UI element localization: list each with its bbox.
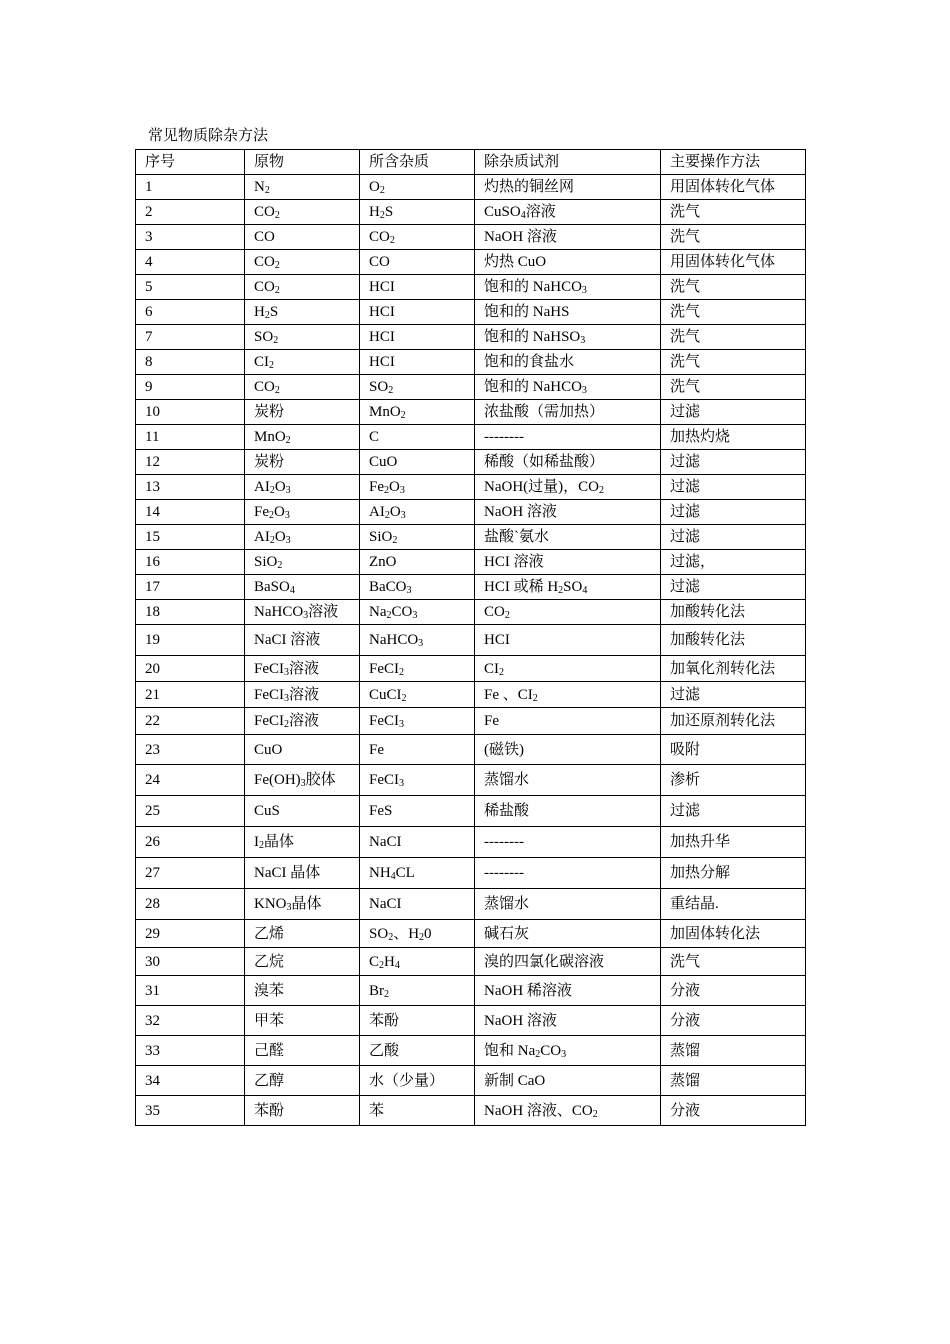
- cell-method: 分液: [661, 1096, 806, 1126]
- cell-reagent: 溴的四氯化碳溶液: [475, 948, 661, 976]
- cell-substance: $N_2$: [245, 175, 360, 200]
- cell-method: 洗气: [661, 350, 806, 375]
- table-row: [136, 525, 806, 550]
- table-row: [136, 250, 806, 275]
- column-header-reagent: 除杂质试剂: [475, 150, 661, 175]
- cell-impurity: $Fe_2O_3$: [360, 475, 475, 500]
- cell-index: 13: [136, 475, 245, 500]
- table-header-row: [136, 150, 806, 175]
- table-row: [136, 600, 806, 625]
- cell-substance: NaCI 晶体: [245, 858, 360, 889]
- cell-index: 10: [136, 400, 245, 425]
- table-row: [136, 575, 806, 600]
- cell-substance: 乙烯: [245, 920, 360, 948]
- cell-method: 加热分解: [661, 858, 806, 889]
- cell-impurity: $SO_2$、$H_20$: [360, 920, 475, 948]
- cell-substance: $SO_2$: [245, 325, 360, 350]
- table-row: [136, 500, 806, 525]
- cell-substance: 炭粉: [245, 450, 360, 475]
- cell-index: 27: [136, 858, 245, 889]
- cell-substance: $Fe(OH)_3$胶体: [245, 765, 360, 796]
- cell-reagent: 饱和的 NaHS: [475, 300, 661, 325]
- cell-impurity: NaCI: [360, 889, 475, 920]
- cell-substance: CuS: [245, 796, 360, 827]
- cell-substance: 乙醇: [245, 1066, 360, 1096]
- cell-reagent: 饱和的 NaHSO$_3$: [475, 325, 661, 350]
- cell-index: 29: [136, 920, 245, 948]
- cell-reagent: 饱和的食盐水: [475, 350, 661, 375]
- cell-impurity: BaCO$_3$: [360, 575, 475, 600]
- cell-substance: $CO_2$: [245, 275, 360, 300]
- cell-reagent: NaOH 溶液、$CO_2$: [475, 1096, 661, 1126]
- cell-substance: $CO_2$: [245, 250, 360, 275]
- cell-index: 18: [136, 600, 245, 625]
- cell-impurity: 水（少量）: [360, 1066, 475, 1096]
- cell-method: 过滤: [661, 575, 806, 600]
- cell-reagent: --------: [475, 858, 661, 889]
- cell-substance: 乙烷: [245, 948, 360, 976]
- cell-method: 过滤，: [661, 550, 806, 575]
- table-row: [136, 175, 806, 200]
- cell-substance: SiO$_2$: [245, 550, 360, 575]
- cell-impurity: 乙酸: [360, 1036, 475, 1066]
- cell-impurity: $H_2S$: [360, 200, 475, 225]
- cell-reagent: 饱和的 NaHCO$_3$: [475, 275, 661, 300]
- cell-substance: 溴苯: [245, 976, 360, 1006]
- cell-index: 15: [136, 525, 245, 550]
- cell-impurity: $C_2H_4$: [360, 948, 475, 976]
- cell-impurity: $SO_2$: [360, 375, 475, 400]
- cell-index: 6: [136, 300, 245, 325]
- cell-substance: MnO$_2$: [245, 425, 360, 450]
- cell-reagent: 蒸馏水: [475, 889, 661, 920]
- table-row: [136, 1066, 806, 1096]
- table-row: [136, 765, 806, 796]
- cell-index: 20: [136, 656, 245, 682]
- cell-method: 过滤: [661, 475, 806, 500]
- cell-impurity: HCI: [360, 350, 475, 375]
- cell-method: 洗气: [661, 325, 806, 350]
- table-row: [136, 350, 806, 375]
- table-row: [136, 475, 806, 500]
- cell-reagent: 碱石灰: [475, 920, 661, 948]
- table-row: [136, 976, 806, 1006]
- cell-index: 28: [136, 889, 245, 920]
- cell-method: 洗气: [661, 275, 806, 300]
- cell-index: 14: [136, 500, 245, 525]
- table-row: [136, 400, 806, 425]
- cell-reagent: (磁铁): [475, 735, 661, 765]
- cell-substance: FeCI$_2$溶液: [245, 708, 360, 735]
- cell-method: 洗气: [661, 375, 806, 400]
- cell-substance: CuO: [245, 735, 360, 765]
- cell-impurity: Fe: [360, 735, 475, 765]
- cell-index: 11: [136, 425, 245, 450]
- purification-table: [135, 149, 806, 1126]
- table-row: [136, 682, 806, 708]
- cell-method: 重结晶.: [661, 889, 806, 920]
- cell-index: 4: [136, 250, 245, 275]
- table-row: [136, 200, 806, 225]
- cell-impurity: $Na_2CO_3$: [360, 600, 475, 625]
- cell-method: 分液: [661, 976, 806, 1006]
- cell-method: 蒸馏: [661, 1036, 806, 1066]
- cell-index: 16: [136, 550, 245, 575]
- cell-substance: $CO_2$: [245, 375, 360, 400]
- cell-impurity: FeCI$_2$: [360, 656, 475, 682]
- cell-index: 22: [136, 708, 245, 735]
- column-header-method: 主要操作方法: [661, 150, 806, 175]
- cell-method: 用固体转化气体: [661, 175, 806, 200]
- cell-reagent: NaOH 溶液: [475, 500, 661, 525]
- table-row: [136, 1096, 806, 1126]
- cell-method: 加热升华: [661, 827, 806, 858]
- cell-method: 渗析: [661, 765, 806, 796]
- column-header-impurity: 所含杂质: [360, 150, 475, 175]
- cell-method: 加还原剂转化法: [661, 708, 806, 735]
- table-row: [136, 948, 806, 976]
- cell-reagent: NaOH 稀溶液: [475, 976, 661, 1006]
- table-row: [136, 920, 806, 948]
- table-row: [136, 858, 806, 889]
- cell-reagent: HCI 溶液: [475, 550, 661, 575]
- cell-reagent: Fe: [475, 708, 661, 735]
- cell-substance: 炭粉: [245, 400, 360, 425]
- cell-index: 34: [136, 1066, 245, 1096]
- cell-substance: $H_2S$: [245, 300, 360, 325]
- cell-substance: CO: [245, 225, 360, 250]
- cell-impurity: $AI_2O_3$: [360, 500, 475, 525]
- cell-reagent: 稀酸（如稀盐酸）: [475, 450, 661, 475]
- cell-impurity: $NH_4CL$: [360, 858, 475, 889]
- table-row: [136, 625, 806, 656]
- cell-substance: $CI_2$: [245, 350, 360, 375]
- cell-impurity: 苯: [360, 1096, 475, 1126]
- cell-index: 30: [136, 948, 245, 976]
- cell-method: 洗气: [661, 948, 806, 976]
- cell-substance: $KNO_3$晶体: [245, 889, 360, 920]
- cell-reagent: 饱和的 NaHCO$_3$: [475, 375, 661, 400]
- cell-substance: 苯酚: [245, 1096, 360, 1126]
- cell-index: 26: [136, 827, 245, 858]
- cell-index: 9: [136, 375, 245, 400]
- cell-reagent: 稀盐酸: [475, 796, 661, 827]
- table-row: [136, 275, 806, 300]
- cell-method: 吸附: [661, 735, 806, 765]
- cell-reagent: 灼热 CuO: [475, 250, 661, 275]
- cell-reagent: $CO_2$: [475, 600, 661, 625]
- cell-impurity: CO: [360, 250, 475, 275]
- table-row: [136, 300, 806, 325]
- cell-impurity: CuCI$_2$: [360, 682, 475, 708]
- cell-reagent: 新制 CaO: [475, 1066, 661, 1096]
- table-row: [136, 735, 806, 765]
- cell-substance: 己醛: [245, 1036, 360, 1066]
- cell-reagent: NaOH 溶液: [475, 1006, 661, 1036]
- cell-index: 3: [136, 225, 245, 250]
- cell-index: 32: [136, 1006, 245, 1036]
- cell-impurity: C: [360, 425, 475, 450]
- cell-method: 过滤: [661, 525, 806, 550]
- cell-method: 加固体转化法: [661, 920, 806, 948]
- cell-index: 7: [136, 325, 245, 350]
- cell-method: 加氧化剂转化法: [661, 656, 806, 682]
- cell-substance: 甲苯: [245, 1006, 360, 1036]
- cell-substance: $AI_2O_3$: [245, 475, 360, 500]
- cell-impurity: HCI: [360, 325, 475, 350]
- table-row: [136, 225, 806, 250]
- cell-substance: BaSO$_4$: [245, 575, 360, 600]
- cell-reagent: NaOH(过量)，$CO_2$: [475, 475, 661, 500]
- cell-reagent: 蒸馏水: [475, 765, 661, 796]
- cell-reagent: HCI: [475, 625, 661, 656]
- cell-method: 加酸转化法: [661, 600, 806, 625]
- cell-method: 洗气: [661, 300, 806, 325]
- page-title: 常见物质除杂方法: [148, 128, 269, 144]
- cell-index: 33: [136, 1036, 245, 1066]
- cell-reagent: --------: [475, 827, 661, 858]
- cell-reagent: NaOH 溶液: [475, 225, 661, 250]
- cell-method: 蒸馏: [661, 1066, 806, 1096]
- cell-impurity: 苯酚: [360, 1006, 475, 1036]
- cell-index: 1: [136, 175, 245, 200]
- cell-method: 洗气: [661, 200, 806, 225]
- cell-impurity: FeCI$_3$: [360, 708, 475, 735]
- table-row: [136, 889, 806, 920]
- cell-reagent: 饱和 $Na_2CO_3$: [475, 1036, 661, 1066]
- cell-index: 35: [136, 1096, 245, 1126]
- table-row: [136, 827, 806, 858]
- cell-reagent: CuSO$_4$溶液: [475, 200, 661, 225]
- cell-index: 24: [136, 765, 245, 796]
- cell-substance: $Fe_2O_3$: [245, 500, 360, 525]
- cell-method: 加热灼烧: [661, 425, 806, 450]
- cell-method: 加酸转化法: [661, 625, 806, 656]
- cell-index: 17: [136, 575, 245, 600]
- cell-method: 分液: [661, 1006, 806, 1036]
- cell-method: 洗气: [661, 225, 806, 250]
- cell-method: 过滤: [661, 796, 806, 827]
- column-header-substance: 原物: [245, 150, 360, 175]
- cell-index: 12: [136, 450, 245, 475]
- cell-substance: FeCI$_3$溶液: [245, 682, 360, 708]
- table-row: [136, 656, 806, 682]
- cell-reagent: 浓盐酸（需加热）: [475, 400, 661, 425]
- cell-reagent: HCI 或稀 $H_2SO_4$: [475, 575, 661, 600]
- cell-index: 2: [136, 200, 245, 225]
- cell-impurity: MnO$_2$: [360, 400, 475, 425]
- cell-method: 过滤: [661, 500, 806, 525]
- cell-reagent: 灼热的铜丝网: [475, 175, 661, 200]
- table-row: [136, 425, 806, 450]
- cell-impurity: FeS: [360, 796, 475, 827]
- table-row: [136, 796, 806, 827]
- cell-index: 5: [136, 275, 245, 300]
- cell-index: 31: [136, 976, 245, 1006]
- cell-impurity: $Br_2$: [360, 976, 475, 1006]
- table-row: [136, 450, 806, 475]
- cell-index: 21: [136, 682, 245, 708]
- cell-index: 19: [136, 625, 245, 656]
- cell-substance: $AI_2O_3$: [245, 525, 360, 550]
- column-header-index: 序号: [136, 150, 245, 175]
- table-row: [136, 1006, 806, 1036]
- cell-reagent: Fe 、$CI_2$: [475, 682, 661, 708]
- cell-impurity: $O_2$: [360, 175, 475, 200]
- cell-method: 过滤: [661, 400, 806, 425]
- cell-impurity: $CO_2$: [360, 225, 475, 250]
- cell-substance: NaCI 溶液: [245, 625, 360, 656]
- table-row: [136, 325, 806, 350]
- cell-reagent: $CI_2$: [475, 656, 661, 682]
- cell-method: 过滤: [661, 682, 806, 708]
- cell-substance: NaHCO$_3$溶液: [245, 600, 360, 625]
- cell-reagent: --------: [475, 425, 661, 450]
- cell-reagent: 盐酸`氨水: [475, 525, 661, 550]
- cell-impurity: NaHCO$_3$: [360, 625, 475, 656]
- cell-impurity: FeCI$_3$: [360, 765, 475, 796]
- cell-index: 8: [136, 350, 245, 375]
- cell-impurity: SiO$_2$: [360, 525, 475, 550]
- table-row: [136, 708, 806, 735]
- cell-method: 用固体转化气体: [661, 250, 806, 275]
- cell-impurity: HCI: [360, 275, 475, 300]
- cell-index: 25: [136, 796, 245, 827]
- cell-impurity: CuO: [360, 450, 475, 475]
- cell-impurity: HCI: [360, 300, 475, 325]
- cell-method: 过滤: [661, 450, 806, 475]
- cell-substance: $I_2$晶体: [245, 827, 360, 858]
- cell-substance: $CO_2$: [245, 200, 360, 225]
- cell-index: 23: [136, 735, 245, 765]
- cell-impurity: NaCI: [360, 827, 475, 858]
- cell-impurity: ZnO: [360, 550, 475, 575]
- cell-substance: FeCI$_3$溶液: [245, 656, 360, 682]
- table-row: [136, 550, 806, 575]
- table-row: [136, 375, 806, 400]
- table-row: [136, 1036, 806, 1066]
